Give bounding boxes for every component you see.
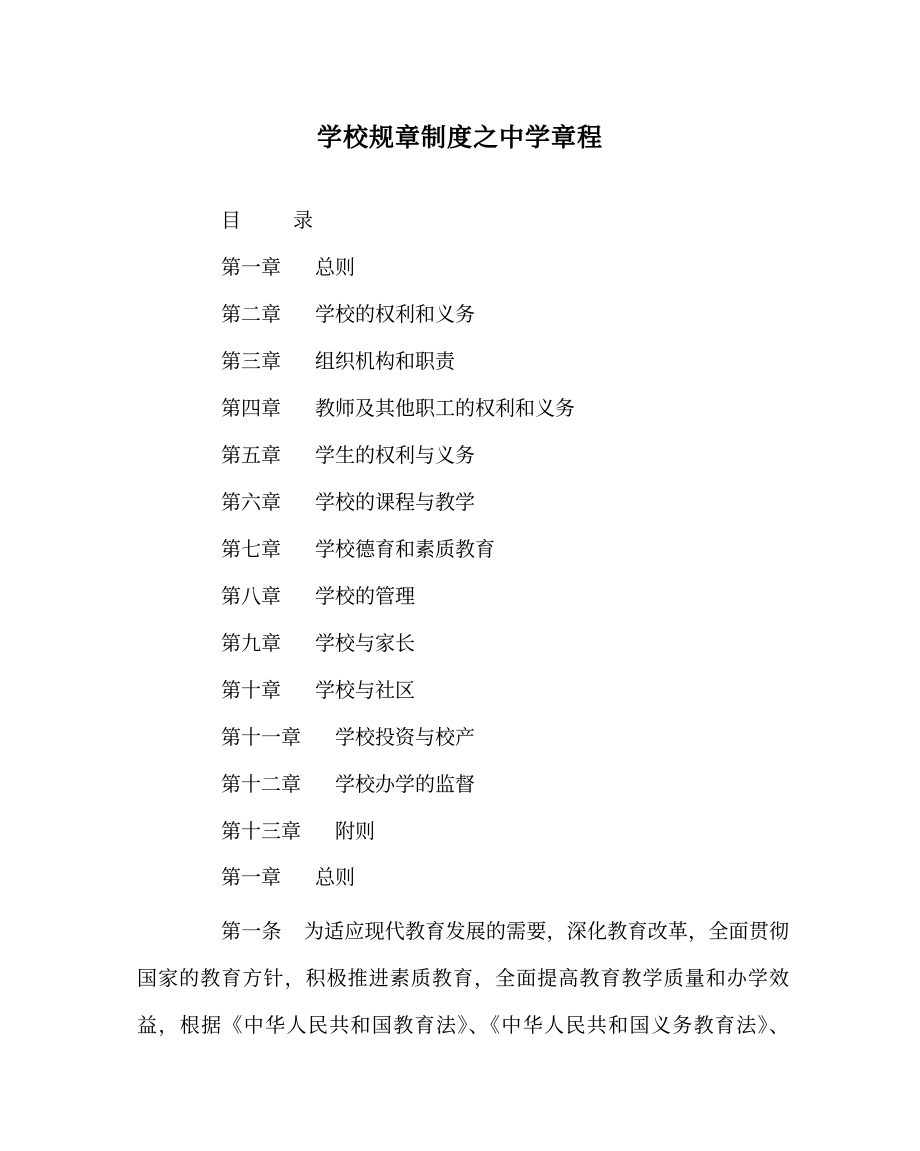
toc-item: [221, 627, 575, 674]
toc-chapter-number: 第九章: [221, 631, 281, 655]
article-label: 第一条: [221, 919, 282, 943]
toc-item: [221, 768, 575, 815]
table-of-contents: [221, 251, 575, 862]
section-chapter-number: 第一章: [221, 865, 281, 889]
toc-chapter-number: 第三章: [221, 349, 281, 373]
toc-heading-right: 录: [293, 208, 313, 232]
toc-item: [221, 580, 575, 627]
toc-chapter-number: 第十二章: [221, 772, 301, 796]
toc-item: [221, 486, 575, 533]
toc-chapter-number: 第七章: [221, 537, 281, 561]
toc-chapter-number: 第十章: [221, 678, 281, 702]
toc-chapter-name: 组织机构和职责: [315, 349, 455, 373]
toc-chapter-name: 附则: [335, 819, 375, 843]
article-paragraph: [137, 908, 789, 1049]
toc-item: [221, 298, 575, 345]
section-heading: [221, 861, 355, 893]
toc-chapter-number: 第五章: [221, 443, 281, 467]
toc-heading: [221, 204, 313, 236]
toc-heading-left: 目: [221, 208, 241, 232]
toc-item: [221, 721, 575, 768]
toc-chapter-name: 学校德育和素质教育: [315, 537, 495, 561]
toc-item: [221, 439, 575, 486]
toc-item: [221, 533, 575, 580]
toc-chapter-name: 学校的管理: [315, 584, 415, 608]
article-text: 为适应现代教育发展的需要，深化教育改革，全面贯彻国家的教育方针，积极推进素质教育，全面提高教育教学质量和办学效益，根据《中华人民共和国教育法》、《中华人民共和国义务教育法》、: [137, 919, 790, 1037]
toc-chapter-number: 第二章: [221, 302, 281, 326]
document-title: 学校规章制度之中学章程: [316, 123, 603, 152]
toc-item: [221, 345, 575, 392]
toc-chapter-name: 学校办学的监督: [335, 772, 475, 796]
toc-chapter-number: 第十三章: [221, 819, 301, 843]
toc-chapter-name: 教师及其他职工的权利和义务: [315, 396, 575, 420]
toc-chapter-number: 第六章: [221, 490, 281, 514]
toc-chapter-name: 学校与社区: [315, 678, 415, 702]
toc-item: [221, 251, 575, 298]
toc-chapter-name: 总则: [315, 255, 355, 279]
toc-chapter-name: 学校投资与校产: [335, 725, 475, 749]
toc-chapter-number: 第一章: [221, 255, 281, 279]
toc-chapter-name: 学生的权利与义务: [315, 443, 475, 467]
toc-item: [221, 815, 575, 862]
section-chapter-name: 总则: [315, 865, 355, 889]
toc-chapter-name: 学校的课程与教学: [315, 490, 475, 514]
toc-item: [221, 392, 575, 439]
toc-chapter-name: 学校的权利和义务: [315, 302, 475, 326]
toc-item: [221, 674, 575, 721]
toc-chapter-number: 第八章: [221, 584, 281, 608]
toc-chapter-name: 学校与家长: [315, 631, 415, 655]
toc-chapter-number: 第十一章: [221, 725, 301, 749]
toc-chapter-number: 第四章: [221, 396, 281, 420]
